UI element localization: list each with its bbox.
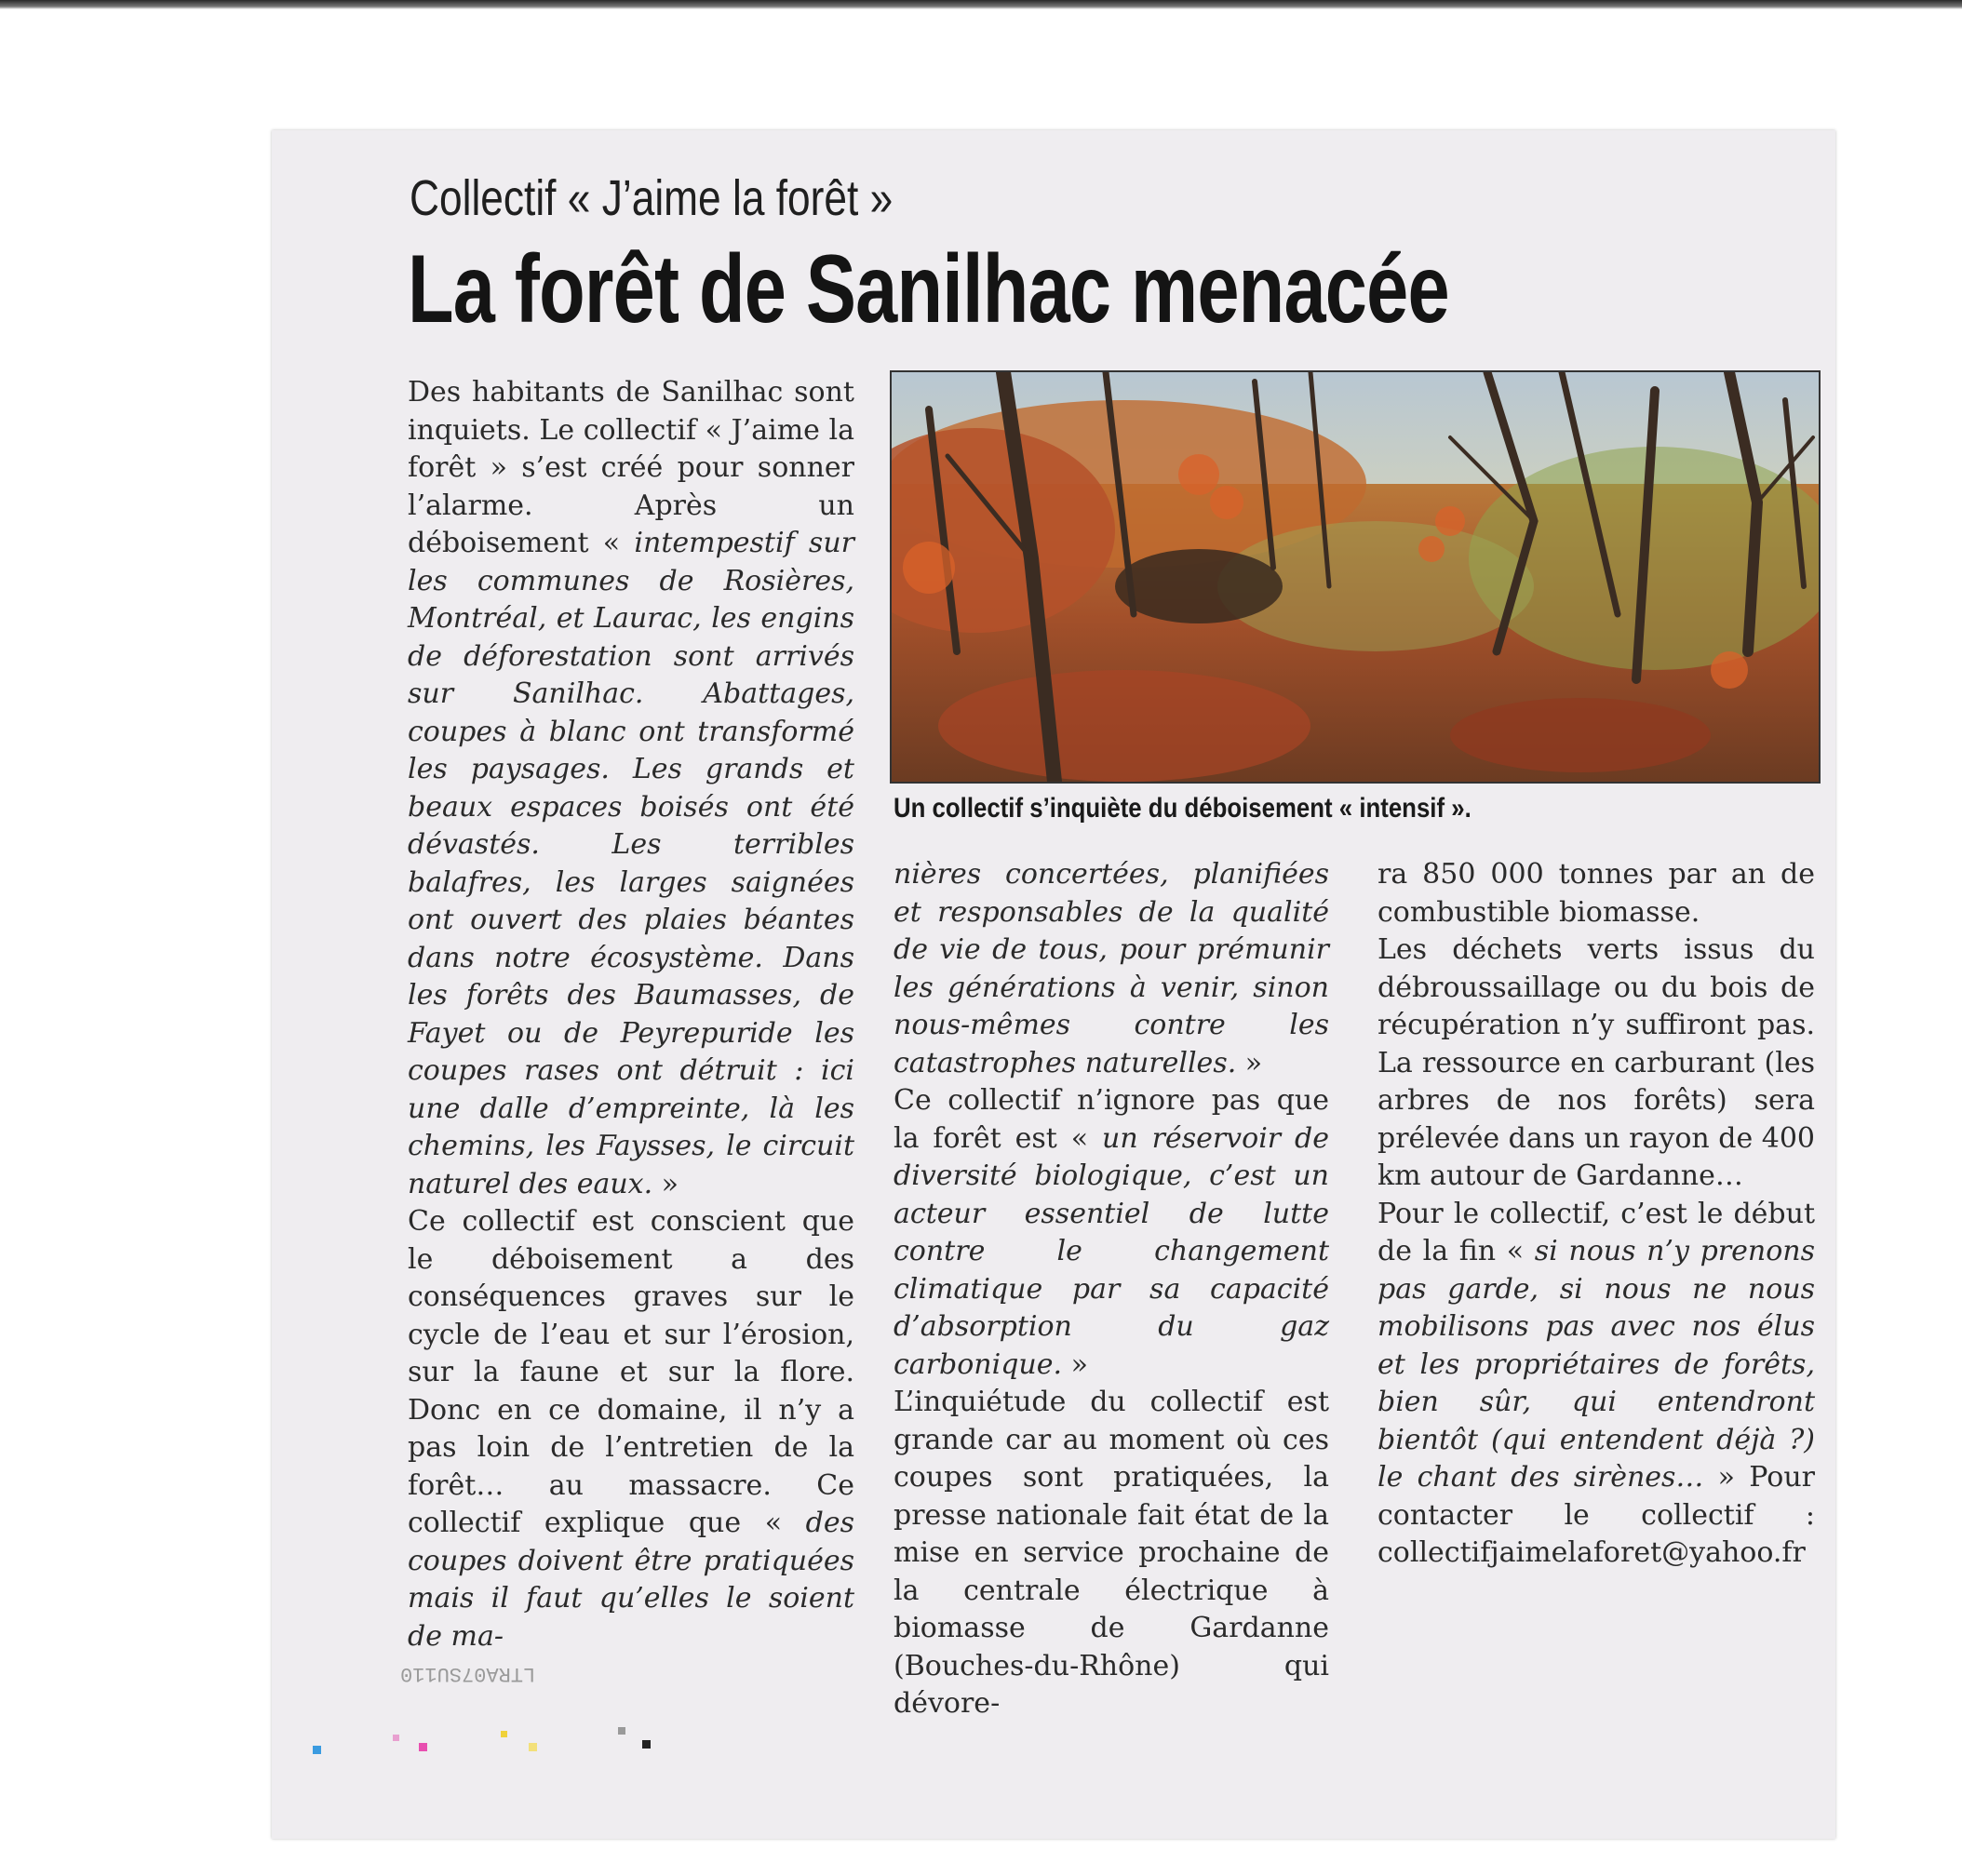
paragraph	[894, 1082, 1329, 1384]
forest-photo-icon	[892, 372, 1819, 782]
text-run: »	[1236, 1046, 1263, 1079]
paragraph: ra 850 000 tonnes par an de combustible biomasse.	[1377, 858, 1815, 929]
quote-italic: un réservoir de diversité biologique, c’est un acteur essentiel de lutte contre le changement climatique par sa capacité d’absorption du gaz carbonique.	[894, 1121, 1329, 1381]
quote-italic: si nous n’y prenons pas garde, si nous ne nous mobilisons pas avec nos élus et les propriétaires de forêts, bien sûr, qui entendront bientôt (qui entendent déjà ?) le chant des sirènes…	[1377, 1235, 1815, 1494]
photo-caption: Un collectif s’inquiète du déboisement « intensif ».	[894, 793, 1472, 824]
quote-italic: intempestif sur les communes de Rosières, Montréal, et Laurac, les engins de déforestation sont arrivés sur Sanilhac. Abattages, coupes à blanc ont transformé les paysages. Les grands et beaux espaces boisés ont été dévastés. Les terribles balafres, les larges saignées ont ouvert des plaies béantes dans notre écosystème. Dans les forêts des Baumasses, de Fayet ou de Peyrepuride les coupes rases ont détruit : ici une dalle d’empreinte, là les chemins, les Faysses, le circuit naturel des eaux.	[408, 527, 854, 1200]
paragraph: L’inquiétude du collectif est grande car au moment où ces coupes sont pratiquées, la presse nationale fait état de la mise en service prochaine de la centrale électrique à biomasse de Gardanne (Bouches-du-Rhône) qui dévore-	[894, 1386, 1329, 1720]
forest-photo	[890, 370, 1821, 784]
text-run: »	[652, 1167, 679, 1200]
text-run: Pour le collectif, c’est le début de la fin «	[1377, 1197, 1815, 1267]
print-slug: LTRA07SU110	[400, 1662, 536, 1685]
scanner-top-edge	[0, 0, 1962, 9]
registration-mark-cyan	[313, 1746, 321, 1754]
article-kicker: Collectif « J’aime la forêt »	[410, 170, 894, 226]
text-run: Ce collectif est conscient que le déboisement a des conséquences graves sur le cycle de l’eau et sur l’érosion, sur la faune et sur la flore. Donc en ce domaine, il n’y a pas loin de l’entretien de la forêt… au massacre. Ce collectif explique que «	[408, 1205, 854, 1539]
registration-mark-magenta	[419, 1743, 427, 1751]
registration-mark-yellow	[501, 1731, 507, 1737]
registration-mark-black	[618, 1727, 625, 1735]
text-run: Ce collectif n’ignore pas que la forêt est «	[894, 1084, 1329, 1155]
quote-italic: des coupes doivent être pratiquées mais il faut qu’elles le soient de ma-	[408, 1507, 854, 1653]
registration-mark-black	[642, 1740, 651, 1749]
article-headline: La forêt de Sanilhac menacée	[408, 235, 1449, 343]
paragraph	[1377, 1196, 1815, 1573]
article-column-3	[1377, 856, 1815, 1573]
text-run: » Pour contacter le collectif : collectifjaimelaforet@yahoo.fr	[1377, 1461, 1815, 1569]
paragraph	[408, 374, 854, 1203]
newspaper-clipping	[272, 130, 1835, 1839]
quote-italic: nières concertées, planifiées et responsables de la qualité de vie de tous, pour prémunir les générations à venir, sinon nous-mêmes contre les catastrophes naturelles.	[894, 858, 1329, 1079]
registration-mark-magenta	[393, 1735, 399, 1741]
registration-mark-yellow	[529, 1743, 537, 1751]
paragraph: Les déchets verts issus du débroussaillage ou du bois de récupération n’y suffiront pas. La ressource en carburant (les arbres de nos forêts) sera prélevée dans un rayon de 400 km autour de Gardanne…	[1377, 933, 1816, 1192]
paragraph	[894, 856, 1329, 1082]
text-run: Des habitants de Sanilhac sont inquiets. Le collectif « J’aime la forêt » s’est créé pour sonner l’alarme. Après un déboisement «	[408, 376, 854, 559]
paragraph	[408, 1203, 854, 1655]
text-run: »	[1062, 1347, 1088, 1381]
article-column-1	[408, 374, 854, 1655]
article-column-2	[894, 856, 1329, 1723]
